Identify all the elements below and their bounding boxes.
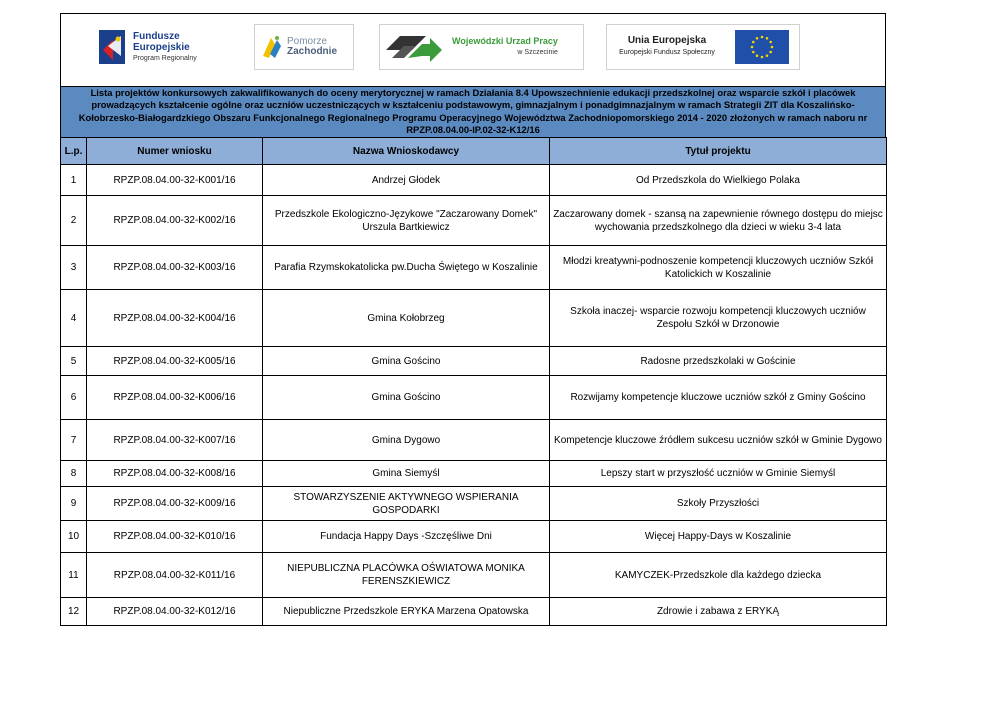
logo-band [60,13,886,86]
cell-lp: 8 [61,461,87,487]
cell-numer: RPZP.08.04.00-32-K002/16 [87,196,263,246]
cell-wnioskodawca: NIEPUBLICZNA PLACÓWKA OŚWIATOWA MONIKA FERENSZKIEWICZ [263,553,550,598]
cell-wnioskodawca: Parafia Rzymskokatolicka pw.Ducha Świętego w Koszalinie [263,246,550,290]
cell-tytul: Szkoły Przyszłości [550,487,887,521]
eu-flag-icon [735,30,789,64]
table-row [61,420,887,461]
cell-lp: 5 [61,347,87,376]
wup-line1: Wojewódzki Urzad Pracy [452,36,558,46]
pz-line1: Pomorze [287,36,328,47]
header-lp: L.p. [61,138,87,165]
cell-numer: RPZP.08.04.00-32-K009/16 [87,487,263,521]
cell-tytul: KAMYCZEK-Przedszkole dla każdego dziecka [550,553,887,598]
ue-line2: Europejski Fundusz Społeczny [619,49,715,56]
cell-wnioskodawca: Gmina Kołobrzeg [263,290,550,347]
cell-lp: 7 [61,420,87,461]
cell-wnioskodawca: Gmina Gościno [263,376,550,420]
cell-numer: RPZP.08.04.00-32-K006/16 [87,376,263,420]
fe-emblem-icon [99,30,125,64]
wup-logo [379,24,584,70]
fe-line2: Europejskie [133,41,190,53]
cell-tytul: Lepszy start w przyszłość uczniów w Gminie Siemyśl [550,461,887,487]
cell-lp: 9 [61,487,87,521]
ue-line1: Unia Europejska [627,35,707,46]
cell-tytul: Rozwijamy kompetencje kluczowe uczniów szkół z Gminy Gościno [550,376,887,420]
table-row [61,246,887,290]
cell-numer: RPZP.08.04.00-32-K003/16 [87,246,263,290]
table-row [61,196,887,246]
table-row [61,521,887,553]
cell-tytul: Kompetencje kluczowe źródłem sukcesu uczniów szkół w Gminie Dygowo [550,420,887,461]
document-title: Lista projektów konkursowych zakwalifikowanych do oceny merytorycznej w ramach Działania 8.4 Upowszechnienie edukacji przedszkolnej oraz wsparcie szkół i placówek prowadzących kształcenie ogólne oraz uczniów uczestniczących w kształceniu podstawowym, gimnazjalnym i ponadgimnazjalnym w ramach Strategii ZIT dla Koszalińsko-Kołobrzesko-Białogardzkiego Obszaru Funkcjonalnego Regionalnego Programu Operacyjnego Województwa Zachodniopomorskiego 2014 - 2020 złożonych w ramach naboru nr RPZP.08.04.00-IP.02-32-K12/16 [60,86,886,137]
cell-lp: 3 [61,246,87,290]
cell-numer: RPZP.08.04.00-32-K007/16 [87,420,263,461]
table-row [61,598,887,626]
cell-tytul: Młodzi kreatywni-podnoszenie kompetencji kluczowych uczniów Szkół Katolickich w Koszalinie [550,246,887,290]
projects-table [60,137,887,626]
header-nazwa-wnioskodawcy: Nazwa Wnioskodawcy [263,138,550,165]
cell-numer: RPZP.08.04.00-32-K004/16 [87,290,263,347]
cell-numer: RPZP.08.04.00-32-K010/16 [87,521,263,553]
table-row [61,553,887,598]
wup-line2: w Szczecinie [517,49,558,56]
cell-lp: 1 [61,165,87,196]
table-row [61,376,887,420]
pz-emblem-icon [261,34,283,60]
pz-line2: Zachodnie [287,46,338,57]
pomorze-zachodnie-logo [254,24,354,70]
cell-wnioskodawca: Fundacja Happy Days -Szczęśliwe Dni [263,521,550,553]
cell-lp: 10 [61,521,87,553]
document [60,13,886,626]
cell-wnioskodawca: Gmina Dygowo [263,420,550,461]
cell-wnioskodawca: Przedszkole Ekologiczno-Językowe "Zaczarowany Domek" Urszula Bartkiewicz [263,196,550,246]
cell-tytul: Zaczarowany domek - szansą na zapewnienie równego dostępu do miejsc wychowania przedszkolnego dla dzieci w wieku 3-4 lata [550,196,887,246]
cell-tytul: Zdrowie i zabawa z ERYKĄ [550,598,887,626]
fe-line1: Fundusze [133,30,180,42]
table-row [61,487,887,521]
table-row [61,290,887,347]
cell-lp: 6 [61,376,87,420]
cell-numer: RPZP.08.04.00-32-K005/16 [87,347,263,376]
cell-lp: 4 [61,290,87,347]
cell-wnioskodawca: Gmina Siemyśl [263,461,550,487]
cell-lp: 11 [61,553,87,598]
wup-arrow-icon [386,32,442,62]
cell-numer: RPZP.08.04.00-32-K001/16 [87,165,263,196]
table-header-row [61,138,887,165]
header-tytul-projektu: Tytuł projektu [550,138,887,165]
table-row [61,347,887,376]
table-row [61,461,887,487]
unia-europejska-logo [606,24,800,70]
cell-wnioskodawca: STOWARZYSZENIE AKTYWNEGO WSPIERANIA GOSPODARKI [263,487,550,521]
header-numer-wniosku: Numer wniosku [87,138,263,165]
table-row [61,165,887,196]
cell-tytul: Radosne przedszkolaki w Gościnie [550,347,887,376]
cell-wnioskodawca: Niepubliczne Przedszkole ERYKA Marzena Opatowska [263,598,550,626]
cell-wnioskodawca: Andrzej Głodek [263,165,550,196]
cell-lp: 12 [61,598,87,626]
cell-lp: 2 [61,196,87,246]
cell-wnioskodawca: Gmina Gościno [263,347,550,376]
cell-numer: RPZP.08.04.00-32-K008/16 [87,461,263,487]
cell-tytul: Od Przedszkola do Wielkiego Polaka [550,165,887,196]
cell-numer: RPZP.08.04.00-32-K011/16 [87,553,263,598]
cell-tytul: Szkoła inaczej- wsparcie rozwoju kompetencji kluczowych uczniów Zespołu Szkół w Drzonowie [550,290,887,347]
fundusze-europejskie-logo [99,22,259,72]
cell-tytul: Więcej Happy-Days w Koszalinie [550,521,887,553]
cell-numer: RPZP.08.04.00-32-K012/16 [87,598,263,626]
fe-line3: Program Regionalny [133,54,197,62]
